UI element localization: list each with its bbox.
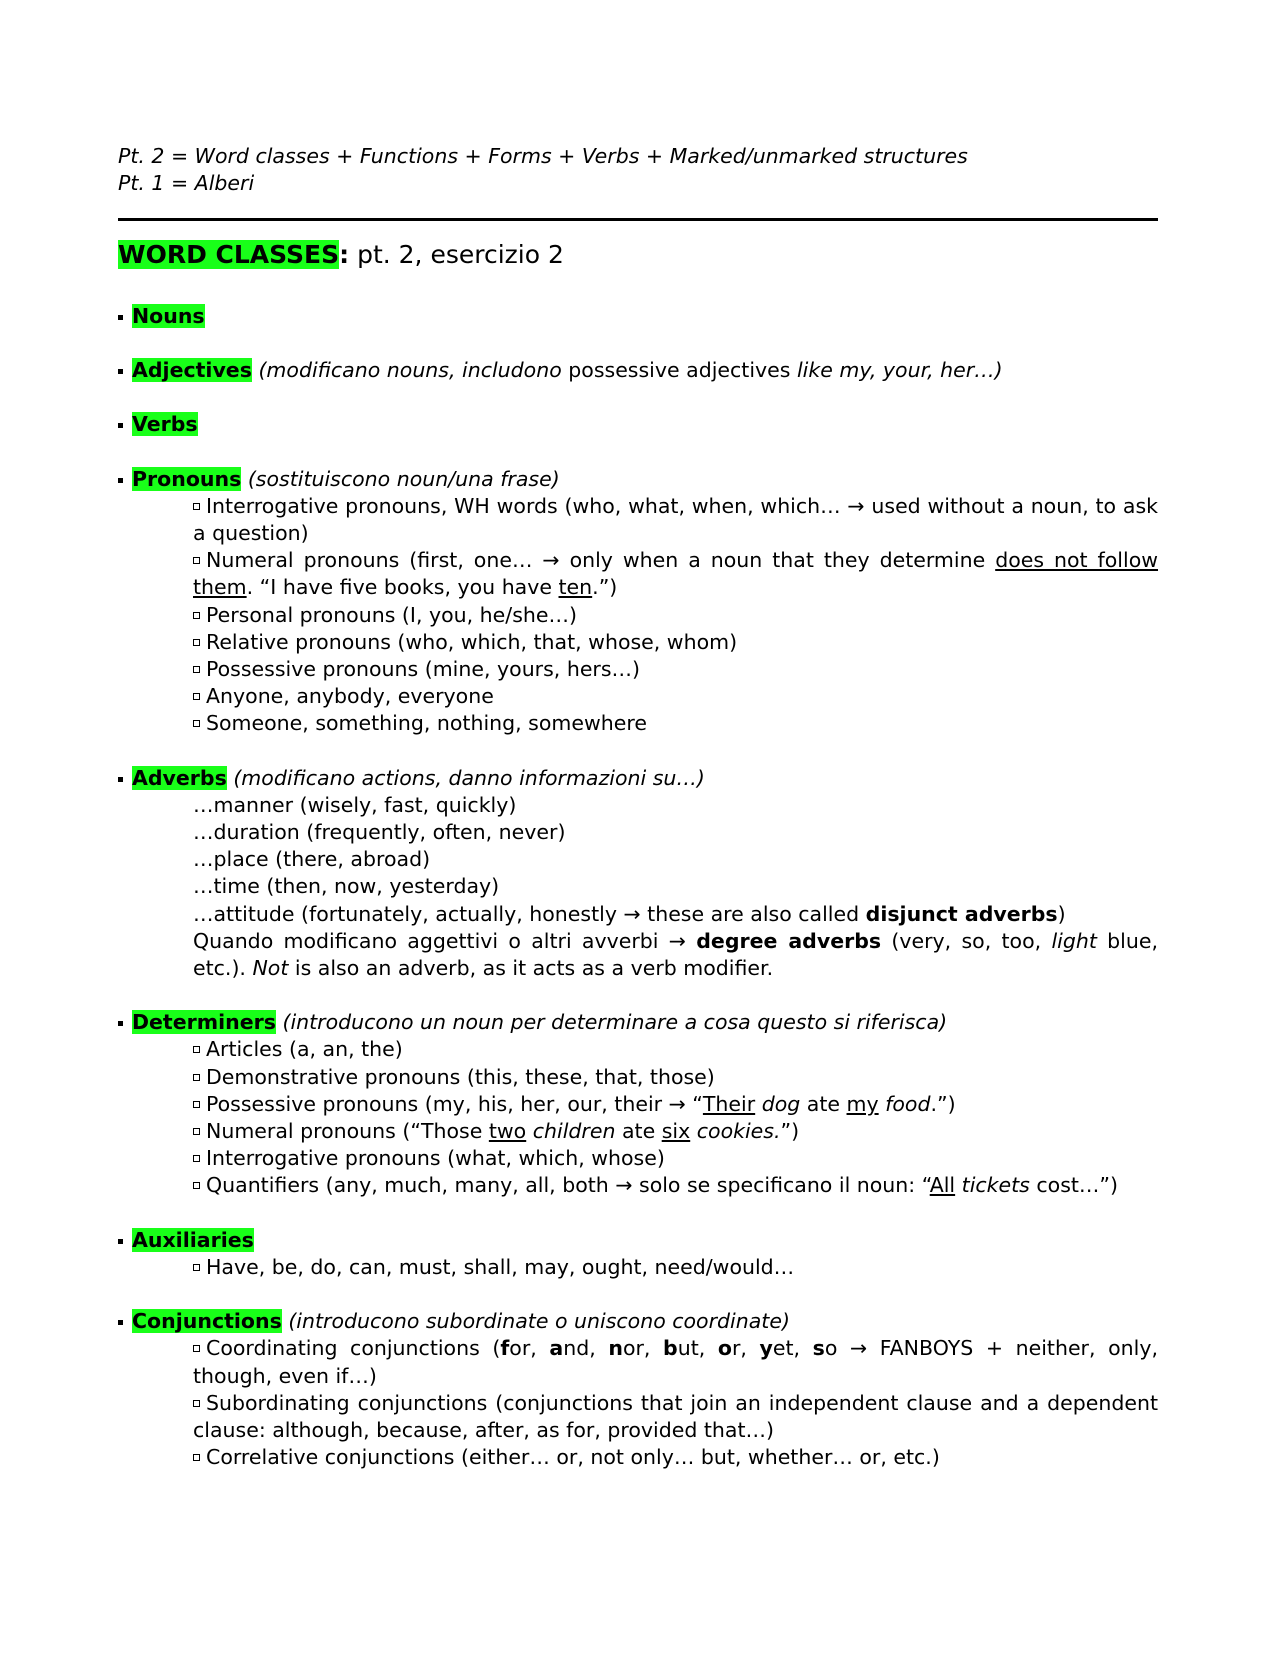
underlined-text: ten — [558, 575, 593, 600]
adjectives-label: Adjectives — [132, 358, 252, 383]
list-item-text: Numeral pronouns (“Those — [206, 1119, 489, 1144]
list-item — [193, 928, 1158, 982]
list-item — [193, 1064, 1158, 1091]
bullet-icon — [118, 1021, 123, 1026]
list-item — [193, 1091, 1158, 1118]
nouns-section — [118, 303, 1158, 330]
italic-text: tickets — [961, 1173, 1030, 1198]
sub-bullet-icon — [193, 503, 200, 510]
bold-text: disjunct adverbs — [865, 901, 1058, 926]
list-item — [193, 1254, 1158, 1281]
sub-bullet-icon — [193, 1155, 200, 1162]
list-item-text: o — [824, 1336, 838, 1361]
list-item — [193, 1036, 1158, 1063]
sub-bullet-icon — [193, 1182, 200, 1189]
sub-bullet-icon — [193, 1454, 200, 1461]
list-item — [193, 1145, 1158, 1172]
list-item — [193, 1335, 1158, 1389]
list-item-text: or, — [622, 1336, 664, 1361]
list-item-text: Coordinating conjunctions ( — [206, 1336, 501, 1361]
underlined-text: Their — [702, 1091, 756, 1116]
header-line-1: Pt. 2 = Word classes + Functions + Forms + Verbs + Marked/unmarked structures — [118, 144, 968, 168]
list-item-text: blue, etc.). — [193, 928, 1158, 981]
header-line-2: Pt. 1 = Alberi — [118, 171, 255, 195]
list-item-text: cost…”) — [1029, 1173, 1119, 1198]
list-item-text: or, — [509, 1336, 550, 1361]
adjectives-note-end: like my, your, her…) — [790, 358, 1003, 383]
list-item — [193, 1118, 1158, 1145]
nouns-label: Nouns — [132, 304, 205, 328]
sub-bullet-icon — [193, 720, 200, 727]
adjectives-note-plain: possessive adjectives — [568, 358, 791, 383]
list-item — [193, 1172, 1158, 1199]
list-item — [193, 629, 1158, 656]
list-item-text: .”) — [592, 575, 618, 600]
list-item — [193, 1444, 1158, 1471]
list-item-text: Numeral pronouns (first, one… → only when a noun that they determine — [206, 548, 996, 573]
list-item-text: Possessive pronouns (my, his, her, our, their → “ — [206, 1091, 703, 1116]
adjectives-note: (modificano nouns, includono — [251, 358, 569, 383]
list-item-text: ) — [1057, 901, 1066, 926]
list-item-text: Interrogative pronouns, WH words (who, what, when, which… → used without a noun, to ask a question) — [193, 493, 1158, 546]
bullet-icon — [118, 369, 123, 374]
bold-letter: s — [812, 1336, 825, 1361]
list-item — [193, 901, 1158, 928]
list-item-text: Articles (a, an, the) — [206, 1037, 403, 1062]
sub-bullet-icon — [193, 1400, 200, 1407]
list-item-text: Quantifiers (any, much, many, all, both → solo se specificano il noun: “ — [206, 1173, 930, 1198]
list-item: …time (then, now, yesterday) — [193, 874, 500, 899]
sub-bullet-icon — [193, 1101, 200, 1108]
list-item-text: is also an adverb, as it acts as a verb modifier. — [288, 956, 774, 981]
list-item — [193, 656, 1158, 683]
auxiliaries-section — [118, 1227, 1158, 1281]
list-item-text: ”) — [780, 1119, 800, 1144]
list-item-text: .”) — [930, 1091, 956, 1116]
list-item-text: …attitude (fortunately, actually, honestly → these are also called — [193, 901, 866, 926]
header — [118, 143, 1158, 197]
list-item: …manner (wisely, fast, quickly) — [193, 792, 517, 817]
underlined-text: my — [846, 1091, 879, 1116]
bold-text: degree adverbs — [696, 928, 882, 953]
title-highlight: WORD CLASSES — [118, 240, 340, 269]
list-item-text: Anyone, anybody, everyone — [206, 684, 494, 709]
conjunctions-note: (introducono subordinate o uniscono coordinate) — [281, 1309, 790, 1334]
italic-text: food — [885, 1091, 931, 1116]
list-item-text: nd, — [563, 1336, 609, 1361]
adjectives-section — [118, 357, 1158, 384]
bullet-icon — [118, 315, 123, 320]
bullet-icon — [118, 777, 123, 782]
list-item-text: Have, be, do, can, must, shall, may, ought, need/would… — [206, 1254, 795, 1279]
bold-letter: o — [717, 1336, 732, 1361]
horizontal-rule — [118, 218, 1158, 221]
list-item-text: Correlative conjunctions (either… or, not only… but, whether… or, etc.) — [206, 1445, 940, 1470]
list-item-text: Personal pronouns (I, you, he/she…) — [206, 602, 577, 627]
sub-bullet-icon — [193, 1345, 200, 1352]
sub-bullet-icon — [193, 557, 200, 564]
list-item-text: Someone, something, nothing, somewhere — [206, 711, 647, 736]
determiners-label: Determiners — [132, 1010, 276, 1035]
list-item-text: et, — [772, 1336, 813, 1361]
underlined-text: All — [929, 1173, 956, 1198]
bullet-icon — [118, 1320, 123, 1325]
italic-text: light — [1051, 928, 1097, 953]
bold-letter: b — [663, 1336, 678, 1361]
list-item-text: Demonstrative pronouns (this, these, that, those) — [206, 1064, 715, 1089]
bullet-icon — [118, 423, 123, 428]
list-item-text: → FANBOYS + neither, only, though, even if…) — [193, 1336, 1158, 1388]
section-title — [118, 239, 1158, 271]
verbs-label: Verbs — [132, 412, 198, 437]
pronouns-note: (sostituiscono noun/una frase) — [241, 466, 560, 491]
list-item — [193, 493, 1158, 547]
list-item: …duration (frequently, often, never) — [193, 820, 566, 845]
underlined-text: two — [488, 1119, 527, 1144]
sub-bullet-icon — [193, 612, 200, 619]
list-item — [193, 683, 1158, 710]
sub-bullet-icon — [193, 1128, 200, 1135]
list-item — [193, 547, 1158, 601]
list-item-text: Interrogative pronouns (what, which, whose) — [206, 1146, 665, 1171]
sub-bullet-icon — [193, 639, 200, 646]
conjunctions-section — [118, 1308, 1158, 1471]
list-item-text: Subordinating conjunctions (conjunctions that join an independent clause and a dependent clause: although, because, after, as for, provided that…) — [193, 1390, 1158, 1442]
list-item-text: . “I have five books, you have — [246, 575, 559, 600]
italic-text: Not — [252, 956, 289, 981]
list-item-text: ate — [800, 1091, 847, 1116]
italic-text: cookies. — [696, 1119, 781, 1144]
list-item-text: (very, so, too, — [881, 928, 1052, 953]
bullet-icon — [118, 478, 123, 483]
list-item — [193, 602, 1158, 629]
adverbs-label: Adverbs — [132, 765, 227, 790]
title-rest: pt. 2, esercizio 2 — [349, 240, 564, 269]
determiners-note: (introducono un noun per determinare a cosa questo si riferisca) — [275, 1010, 948, 1035]
bold-letter: a — [549, 1336, 564, 1361]
verbs-section — [118, 411, 1158, 438]
conjunctions-label: Conjunctions — [132, 1309, 282, 1334]
bold-letter: y — [759, 1336, 773, 1361]
title-colon: : — [339, 240, 350, 269]
bullet-icon — [118, 1239, 123, 1244]
pronouns-section — [118, 466, 1158, 738]
sub-bullet-icon — [193, 666, 200, 673]
list-item-text: Possessive pronouns (mine, yours, hers…) — [206, 657, 641, 682]
underlined-text: six — [661, 1119, 691, 1144]
sub-bullet-icon — [193, 693, 200, 700]
list-item-text: r, — [731, 1336, 760, 1361]
pronouns-label: Pronouns — [132, 466, 242, 491]
list-item-text: Quando modificano aggettivi o altri avverbi → — [193, 928, 697, 953]
adverbs-note: (modificano actions, danno informazioni su…) — [226, 765, 705, 790]
sub-bullet-icon — [193, 1264, 200, 1271]
bold-letter: f — [500, 1336, 510, 1361]
list-item-text: ut, — [677, 1336, 718, 1361]
underlined-text: does not follow them — [193, 548, 1159, 600]
list-item-text: ate — [615, 1119, 662, 1144]
bold-letter: n — [608, 1336, 623, 1361]
sub-bullet-icon — [193, 1046, 200, 1053]
italic-text: dog — [761, 1091, 801, 1116]
sub-bullet-icon — [193, 1074, 200, 1081]
auxiliaries-label: Auxiliaries — [132, 1227, 254, 1252]
italic-text: children — [532, 1119, 616, 1144]
document-page — [118, 143, 1158, 1471]
determiners-section — [118, 1009, 1158, 1199]
adverbs-section — [118, 765, 1158, 983]
list-item — [193, 1390, 1158, 1444]
list-item: …place (there, abroad) — [193, 847, 431, 872]
list-item-text: Relative pronouns (who, which, that, whose, whom) — [206, 629, 738, 654]
list-item — [193, 710, 1158, 737]
